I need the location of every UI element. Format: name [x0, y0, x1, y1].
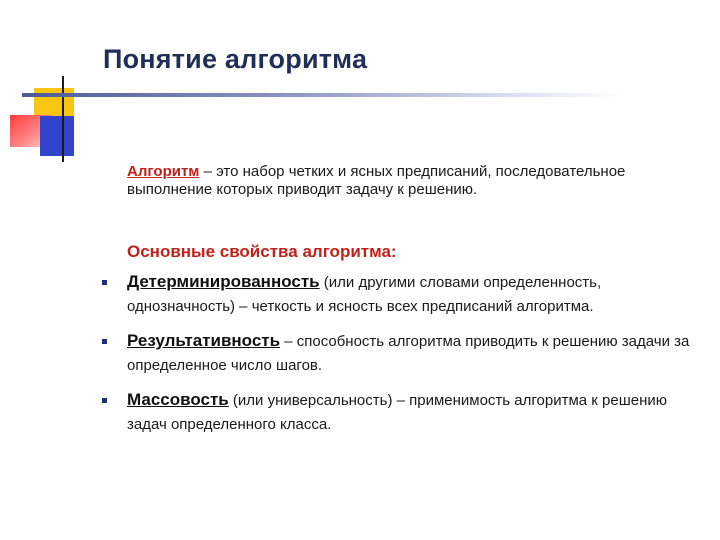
slide-title: Понятие алгоритма [103, 44, 368, 74]
properties-list [100, 270, 700, 447]
property-item-effectiveness [100, 329, 700, 378]
property-term: Детерминированность [127, 272, 320, 291]
property-term: Массовость [127, 390, 229, 409]
definition-paragraph [127, 163, 667, 199]
definition-term: Алгоритм [127, 163, 200, 180]
decor-vertical-line [62, 76, 64, 162]
property-text: – способность алгоритма приводить к решению задачи за определенное число шагов. [127, 333, 690, 374]
property-text: (или универсальность) – применимость алгоритма к решению задач определенного класса. [127, 392, 667, 433]
properties-heading: Основные свойства алгоритма: [127, 242, 397, 261]
property-item-massness [100, 388, 700, 437]
property-text: (или другими словами определенность, однозначность) – четкость и ясность всех предписаний алгоритма. [127, 274, 602, 315]
property-term: Результативность [127, 331, 281, 350]
definition-text: – это набор четких и ясных предписаний, последовательное выполнение которых приводит задачу к решению. [127, 163, 626, 198]
bullet-square-icon [102, 280, 107, 285]
bullet-square-icon [102, 398, 107, 403]
title-underline [22, 93, 622, 97]
decor-blue-square [40, 116, 74, 156]
bullet-square-icon [102, 339, 107, 344]
property-item-determinism [100, 270, 700, 319]
